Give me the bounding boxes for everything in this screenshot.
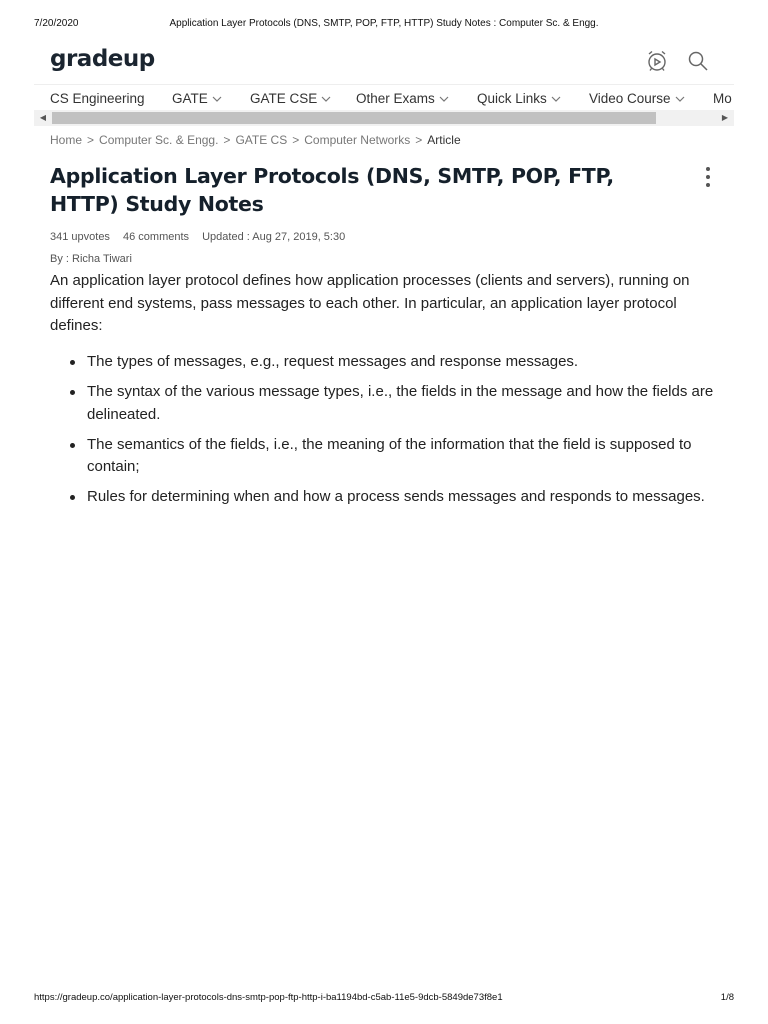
list-item-text: The syntax of the various message types, i.e., the fields in the message and how the fields are delineated. [87,383,714,423]
breadcrumb-current: Article [427,133,461,147]
list-item [50,486,730,509]
list-item-text: Rules for determining when and how a process sends messages and responds to messages. [87,488,705,505]
list-item [50,351,730,374]
bullet-icon [70,495,75,500]
print-header [0,18,768,32]
nav-item-label: Video Course [589,91,671,106]
scroll-right-arrow-icon[interactable]: ▶ [721,113,729,122]
breadcrumb-gate-cs[interactable]: GATE CS [235,133,288,147]
print-url: https://gradeup.co/application-layer-protocols-dns-smtp-pop-ftp-http-i-ba1194bd-c5ab-11e5-9dcb-5849de73f8e1 [34,992,503,1003]
menu-dot [706,167,710,171]
nav-item-label: Quick Links [477,91,547,106]
nav-item-label: CS Engineering [50,91,145,106]
list-item-text: The semantics of the fields, i.e., the meaning of the information that the field is supposed to contain; [87,435,692,475]
bullet-icon [70,390,75,395]
print-footer [0,992,768,1006]
chevron-down-icon [320,93,332,105]
list-item [50,434,730,479]
nav-item-label: Mo [713,91,732,106]
article-title: Application Layer Protocols (DNS, SMTP, POP, FTP, HTTP) Study Notes [50,164,614,216]
nav-item-label: Other Exams [356,91,435,106]
nav-item-gate[interactable] [172,91,223,106]
chevron-down-icon [674,93,686,105]
more-options-icon[interactable] [698,164,718,190]
nav-item-other-exams[interactable] [356,91,450,106]
chevron-down-icon [211,93,223,105]
nav-item-video-course[interactable] [589,91,686,106]
scrollbar-thumb[interactable] [52,112,656,124]
search-icon[interactable] [685,48,711,74]
article-intro: An application layer protocol defines how application processes (clients and servers), running on different end systems, pass messages to each other. In particular, an application layer protocol defines: [50,272,690,334]
breadcrumb-separator: > [223,133,231,147]
list-item [50,381,730,426]
breadcrumb [50,133,461,147]
breadcrumb-home[interactable]: Home [50,133,83,147]
site-logo[interactable]: gradeup [50,46,155,72]
nav-scrollbar[interactable] [34,110,734,126]
alarm-clock-icon[interactable] [644,48,670,74]
breadcrumb-computer-sc-engg[interactable]: Computer Sc. & Engg. [99,133,219,147]
menu-dot [706,183,710,187]
site-header [34,42,734,84]
bullet-icon [70,360,75,365]
scroll-left-arrow-icon[interactable]: ◀ [39,113,47,122]
nav-item-label: GATE [172,91,208,106]
main-nav [34,84,734,110]
print-page-number: 1/8 [720,992,734,1003]
article-meta [50,231,355,243]
bullet-icon [70,443,75,448]
chevron-down-icon [550,93,562,105]
print-date: 7/20/2020 [34,18,79,29]
chevron-down-icon [438,93,450,105]
breadcrumb-separator: > [87,133,95,147]
nav-item-label: GATE CSE [250,91,318,106]
breadcrumb-separator: > [415,133,423,147]
nav-item-more[interactable] [713,91,732,106]
breadcrumb-computer-networks[interactable]: Computer Networks [304,133,411,147]
nav-item-cs-engineering[interactable] [50,91,145,106]
breadcrumb-separator: > [292,133,300,147]
print-title: Application Layer Protocols (DNS, SMTP, POP, FTP, HTTP) Study Notes : Computer Sc. & Engg. [169,18,599,29]
upvote-count[interactable]: 341 upvotes [50,231,110,243]
menu-dot [706,175,710,179]
comment-count[interactable]: 46 comments [123,231,190,243]
nav-item-quick-links[interactable] [477,91,562,106]
list-item-text: The types of messages, e.g., request messages and response messages. [87,353,579,370]
nav-item-gate-cse[interactable] [250,91,332,106]
article-bullet-list [50,351,730,516]
updated-date: Updated : Aug 27, 2019, 5:30 [202,231,346,243]
author-byline: By : Richa Tiwari [50,253,132,265]
